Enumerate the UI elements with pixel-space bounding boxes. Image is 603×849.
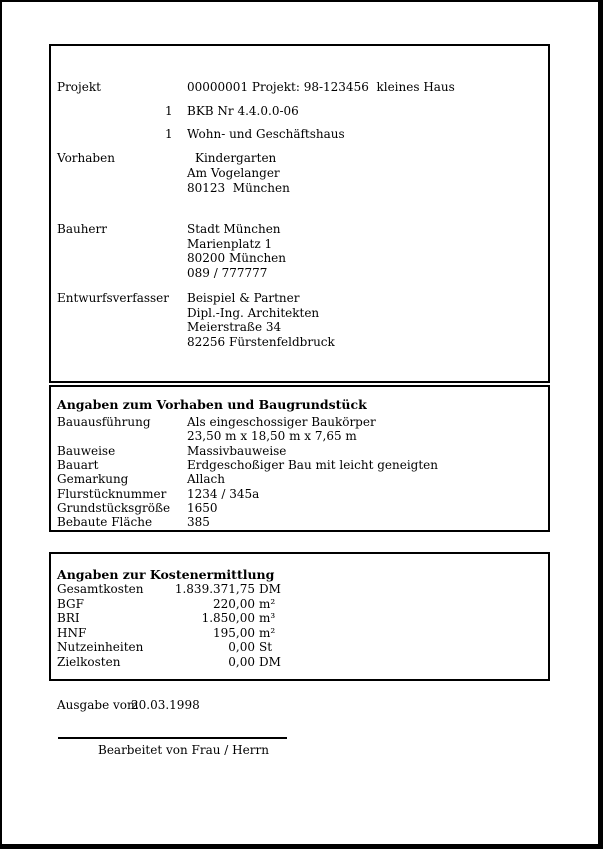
detail-label: Bauweise — [57, 444, 116, 458]
cost-number: 1.850,00 — [201, 611, 255, 625]
detail-label: Bauausführung — [57, 415, 151, 429]
bauherr-line: 089 / 777777 — [187, 266, 268, 280]
detail-label: Bauart — [57, 458, 99, 472]
detail-label: Gemarkung — [57, 472, 129, 486]
projekt-label: Projekt — [57, 80, 101, 94]
vorhaben-line: 80123 München — [187, 181, 290, 195]
cost-number: 0,00 — [228, 640, 255, 654]
bauherr-line: 80200 München — [187, 251, 287, 265]
detail-value: Allach — [187, 472, 225, 486]
entwurfsverfasser-line: Dipl.-Ing. Architekten — [187, 306, 320, 320]
frame-corner-shadow-bottom-left — [0, 844, 5, 849]
bkb-item-text: BKB Nr 4.4.0.0-06 — [187, 104, 299, 118]
vorhaben-label: Vorhaben — [57, 151, 115, 165]
cost-label: Nutzeinheiten — [57, 640, 144, 654]
detail-value: Erdgeschoßiger Bau mit leicht geneigten — [187, 458, 438, 472]
project-info-box — [49, 44, 550, 383]
entwurfsverfasser-label: Entwurfsverfasser — [57, 291, 170, 305]
section-title: Angaben zum Vorhaben und Baugrundstück — [57, 397, 367, 412]
cost-unit: St — [259, 640, 273, 654]
cost-number: 1.839.371,75 — [174, 582, 255, 596]
cost-unit: m³ — [259, 611, 276, 625]
cost-number: 0,00 — [228, 655, 255, 669]
bauherr-line: Stadt München — [187, 222, 281, 236]
section-title: Angaben zur Kostenermittlung — [57, 567, 275, 582]
entwurfsverfasser-line: Meierstraße 34 — [187, 320, 282, 334]
detail-value: 23,50 m x 18,50 m x 7,65 m — [187, 429, 357, 443]
detail-value: Als eingeschossiger Baukörper — [187, 415, 376, 429]
cost-unit: DM — [259, 655, 281, 669]
entwurfsverfasser-line: 82256 Fürstenfeldbruck — [187, 335, 335, 349]
detail-label: Bebaute Fläche — [57, 515, 153, 529]
detail-label: Flurstücknummer — [57, 487, 167, 501]
cost-number: 220,00 — [213, 597, 255, 611]
cost-label: BGF — [57, 597, 84, 611]
vorhaben-baugrundstueck-box — [49, 385, 550, 532]
vorhaben-line: Kindergarten — [195, 151, 277, 165]
signature-line — [58, 737, 287, 739]
ausgabe-label: Ausgabe vom — [57, 698, 139, 712]
frame-corner-shadow-top-right — [598, 0, 603, 5]
bkb-item-count: 1 — [165, 104, 173, 118]
cost-unit: DM — [259, 582, 281, 596]
projekt-value: 00000001 Projekt: 98-123456 kleines Haus — [187, 80, 455, 94]
cost-unit: m² — [259, 597, 276, 611]
bkb-item-count: 1 — [165, 127, 173, 141]
bearbeitet-label: Bearbeitet von Frau / Herrn — [98, 743, 269, 757]
bauherr-line: Marienplatz 1 — [187, 237, 273, 251]
cost-label: BRI — [57, 611, 80, 625]
detail-value: 385 — [187, 515, 210, 529]
vorhaben-line: Am Vogelanger — [187, 166, 280, 180]
cost-label: Gesamtkosten — [57, 582, 144, 596]
entwurfsverfasser-line: Beispiel & Partner — [187, 291, 300, 305]
cost-label: HNF — [57, 626, 87, 640]
kostenermittlung-box — [49, 552, 550, 681]
ausgabe-date: 20.03.1998 — [131, 698, 200, 712]
cost-label: Zielkosten — [57, 655, 121, 669]
cost-number: 195,00 — [213, 626, 255, 640]
cost-unit: m² — [259, 626, 276, 640]
bkb-item-text: Wohn- und Geschäftshaus — [187, 127, 345, 141]
detail-value: Massivbauweise — [187, 444, 287, 458]
bauherr-label: Bauherr — [57, 222, 108, 236]
detail-value: 1650 — [187, 501, 218, 515]
detail-value: 1234 / 345a — [187, 487, 260, 501]
detail-label: Grundstücksgröße — [57, 501, 171, 515]
